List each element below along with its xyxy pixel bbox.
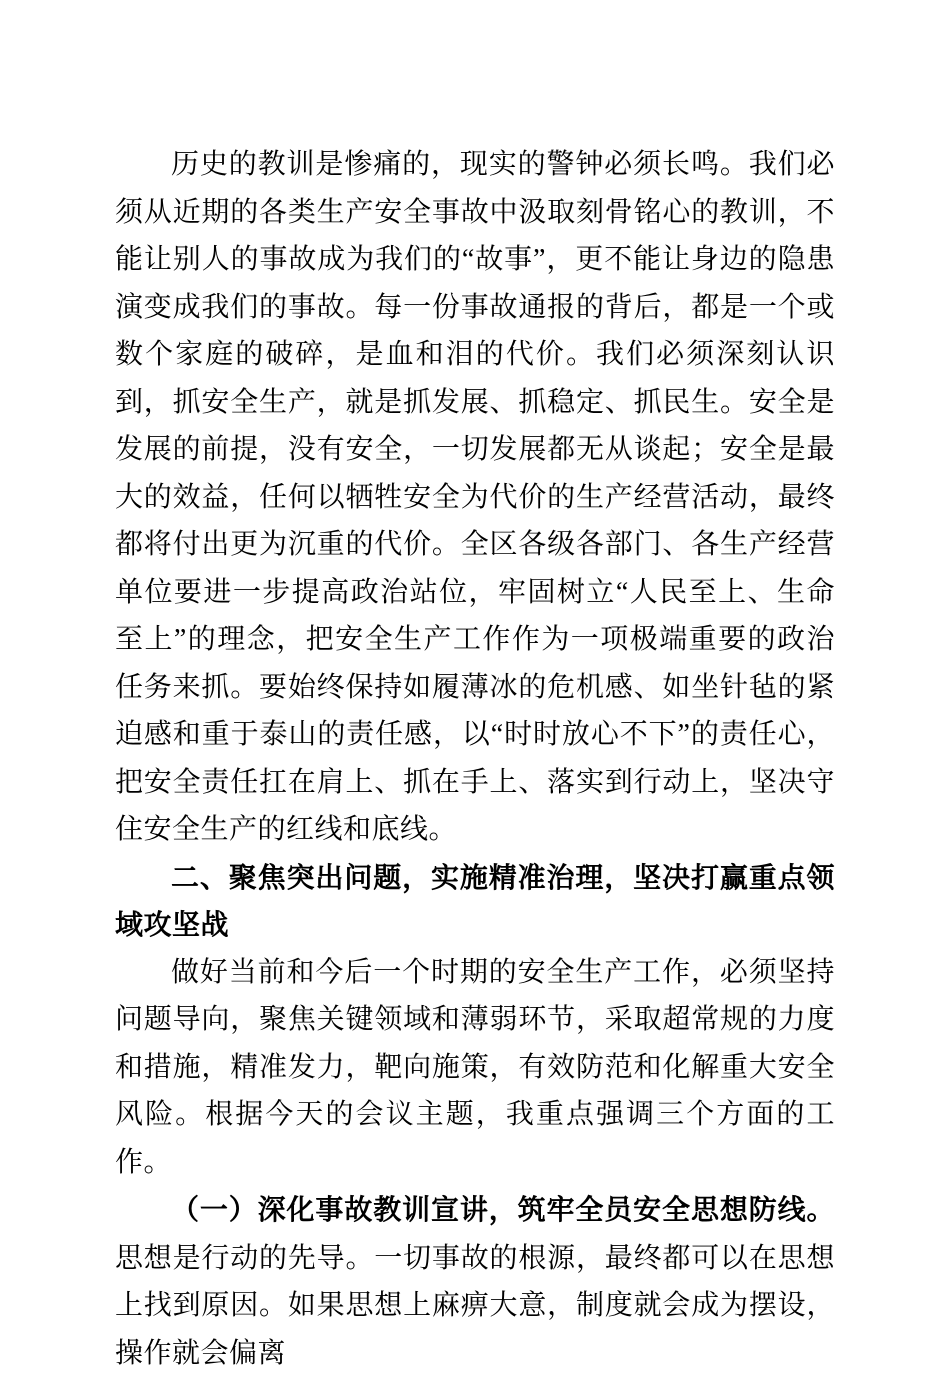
paragraph-item-one [115,1186,835,1377]
paragraph-safety-lessons: 历史的教训是惨痛的，现实的警钟必须长鸣。我们必须从近期的各类生产安全事故中汲取刻骨铭心的教训，不能让别人的事故成为我们的“故事”，更不能让身边的隐患演变成我们的事故。每一份事故通报的背后，都是一个或数个家庭的破碎，是血和泪的代价。我们必须深刻认识到，抓安全生产，就是抓发展、抓稳定、抓民生。安全是发展的前提，没有安全，一切发展都无从谈起；安全是最大的效益，任何以牺牲安全为代价的生产经营活动，最终都将付出更为沉重的代价。全区各级各部门、各生产经营单位要进一步提高政治站位，牢固树立“人民至上、生命至上”的理念，把安全生产工作作为一项极端重要的政治任务来抓。要始终保持如履薄冰的危机感、如坐针毡的紧迫感和重于泰山的责任感，以“时时放心不下”的责任心，把安全责任扛在肩上、抓在手上、落实到行动上，坚决守住安全生产的红线和底线。 [115,149,835,845]
paragraph-current-work: 做好当前和今后一个时期的安全生产工作，必须坚持问题导向，聚焦关键领域和薄弱环节，采取超常规的力度和措施，精准发力，靶向施策，有效防范和化解重大安全风险。根据今天的会议主题，我重点强调三个方面的工作。 [115,956,835,1178]
section-heading-two: 二、聚焦突出问题，实施精准治理，坚决打赢重点领域攻坚战 [115,861,835,940]
paragraph-item-one-lead: （一）深化事故教训宣讲，筑牢全员安全思想防线。 [171,1194,835,1225]
paragraph-item-one-body: 思想是行动的先导。一切事故的根源，最终都可以在思想上找到原因。如果思想上麻痹大意，制度就会成为摆设，操作就会偏离 [115,1242,835,1369]
